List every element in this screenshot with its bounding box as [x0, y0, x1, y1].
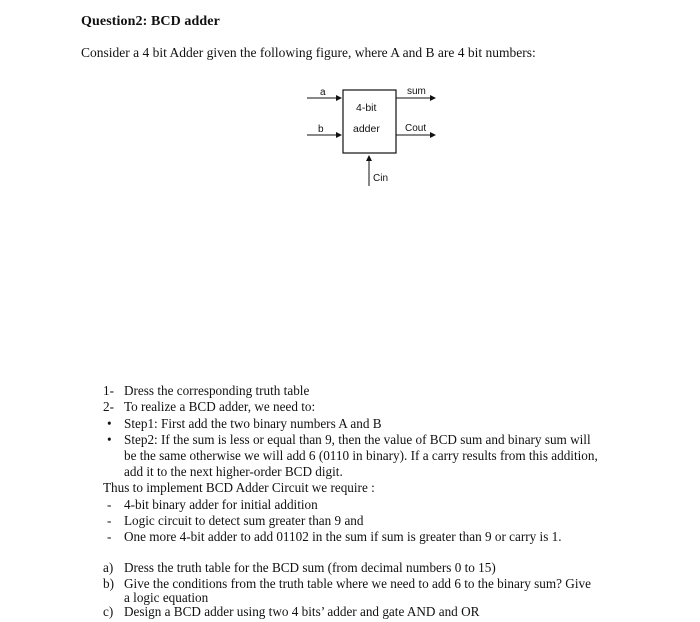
cin-input-label: Cin: [373, 173, 389, 184]
task-marker: 1-: [103, 383, 114, 398]
question-title: Question2: BCD adder: [81, 14, 220, 29]
cout-output-label: Cout: [405, 123, 427, 134]
requirement-text: 4-bit binary adder for initial addition: [124, 497, 318, 512]
question-text: Dress the truth table for the BCD sum (from decimal numbers 0 to 15): [124, 560, 496, 575]
step-text: Step1: First add the two binary numbers A and B: [124, 416, 382, 431]
requirement-text: One more 4-bit adder to add 01102 in the sum if sum is greater than 9 or carry is 1.: [124, 529, 562, 544]
block-label-line1: 4-bit: [356, 102, 377, 114]
input-b-label: b: [318, 124, 324, 135]
block-label-line2: adder: [353, 123, 380, 135]
question-marker: a): [103, 560, 114, 575]
bullet: •: [107, 432, 112, 447]
question-marker: c): [103, 604, 114, 619]
dash-marker: -: [107, 513, 112, 528]
question-marker: b): [103, 576, 114, 591]
task-text: Dress the corresponding truth table: [124, 383, 310, 398]
question-text: a logic equation: [124, 590, 209, 605]
dash-marker: -: [107, 529, 112, 544]
task-text: To realize a BCD adder, we need to:: [124, 399, 316, 414]
adder-block: [343, 90, 396, 153]
question-text: Give the conditions from the truth table where we need to add 6 to the binary sum? Give: [124, 576, 591, 591]
question-intro: Consider a 4 bit Adder given the following figure, where A and B are 4 bit numbers:: [81, 45, 536, 60]
bullet: •: [107, 416, 112, 431]
requirements-intro: Thus to implement BCD Adder Circuit we require :: [103, 480, 375, 495]
step-text: add it to the next higher-order BCD digit.: [124, 464, 343, 479]
dash-marker: -: [107, 497, 112, 512]
requirement-text: Logic circuit to detect sum greater than 9 and: [124, 513, 364, 528]
step-text: Step2: If the sum is less or equal than 9, then the value of BCD sum and binary sum will: [124, 432, 591, 447]
step-text: be the same otherwise we will add 6 (0110 in binary). If a carry results from this addition,: [124, 448, 598, 463]
sum-output-label: sum: [407, 86, 426, 97]
task-marker: 2-: [103, 399, 114, 414]
question-text: Design a BCD adder using two 4 bits’ adder and gate AND and OR: [124, 604, 480, 619]
input-a-label: a: [320, 87, 326, 98]
adder-block-diagram: [295, 82, 455, 192]
